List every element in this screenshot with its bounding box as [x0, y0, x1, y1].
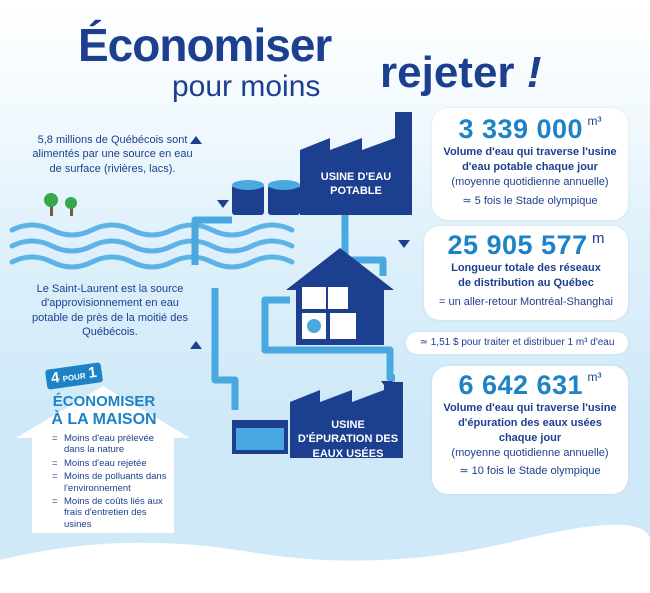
list-item: = Moins de coûts liés aux frais d'entretien des usines	[52, 496, 174, 530]
stat-equivalence	[424, 295, 628, 310]
title-rejeter-word: rejeter	[380, 48, 515, 97]
stat-bubble-network-length	[424, 226, 628, 320]
title-economiser: Économiser	[78, 19, 332, 71]
stat-value: 6 642 631	[458, 370, 584, 400]
stat-note: (moyenne quotidienne annuelle)	[451, 175, 609, 188]
equiv-text: un aller-retour Montréal-Shanghai	[448, 295, 613, 308]
equiv-text: 5 fois le Stade olympique	[474, 194, 598, 207]
title-pour-moins: pour moins	[172, 70, 321, 103]
house-title-line2: À LA MAISON	[51, 410, 157, 428]
badge-text: POUR	[62, 371, 87, 384]
wastewater-plant-label: USINE D'ÉPURATION DES EAUX USÉES	[297, 419, 399, 460]
stat-value: 3 339 000	[458, 114, 584, 144]
stat-value: 25 905 577	[447, 230, 588, 260]
potable-plant-building	[300, 112, 412, 215]
list-item: = Moins d'eau prélevée dans la nature	[52, 433, 174, 456]
stat-bubble-potable-volume	[432, 108, 628, 220]
title-exclaim: !	[526, 48, 542, 97]
potable-plant-label: USINE D'EAU POTABLE	[320, 171, 392, 198]
cost-note: ≃ 1,51 $ pour traiter et distribuer 1 m³ d'eau	[406, 332, 628, 354]
stat-equivalence	[432, 194, 628, 209]
stat-description: Volume d'eau qui traverse l'usine d'eau potable chaque jour	[443, 146, 617, 173]
equiv-text: 10 fois le Stade olympique	[471, 465, 601, 478]
list-item: = Moins d'eau rejetée	[52, 458, 174, 469]
stat-note: (moyenne quotidienne annuelle)	[451, 446, 609, 459]
stat-unit: m³	[587, 114, 602, 128]
tree-icon	[44, 193, 77, 216]
house-benefits-list	[52, 433, 174, 532]
house-panel-title	[30, 394, 178, 428]
stat-unit: m	[592, 230, 605, 247]
badge-number-2: 1	[87, 363, 98, 382]
house-title-line1: ÉCONOMISER	[52, 393, 156, 410]
stat-description: Volume d'eau qui traverse l'usine d'épuration des eaux usées chaque jour	[443, 402, 617, 444]
equiv-symbol: ≃	[459, 465, 469, 478]
badge-number: 4	[50, 369, 61, 388]
stat-bubble-wastewater-volume	[432, 366, 628, 494]
stat-unit: m³	[587, 370, 602, 384]
list-item: = Moins de polluants dans l'environnement	[52, 471, 174, 494]
stat-equivalence	[432, 464, 628, 479]
equiv-symbol: =	[439, 295, 446, 308]
equiv-symbol: ≃	[462, 194, 472, 207]
surface-water-text: 5,8 millions de Québécois sont alimentés par une source en eau de surface (rivières, lacs).	[32, 134, 193, 175]
reservoir-icon	[232, 180, 300, 215]
river-waves	[12, 225, 292, 267]
stat-description: Longueur totale des réseaux de distribution au Québec	[451, 262, 601, 289]
st-laurent-text: Le Saint-Laurent est la source d'approvisionnement en eau potable de près de la moitié des Québécois.	[32, 283, 188, 338]
